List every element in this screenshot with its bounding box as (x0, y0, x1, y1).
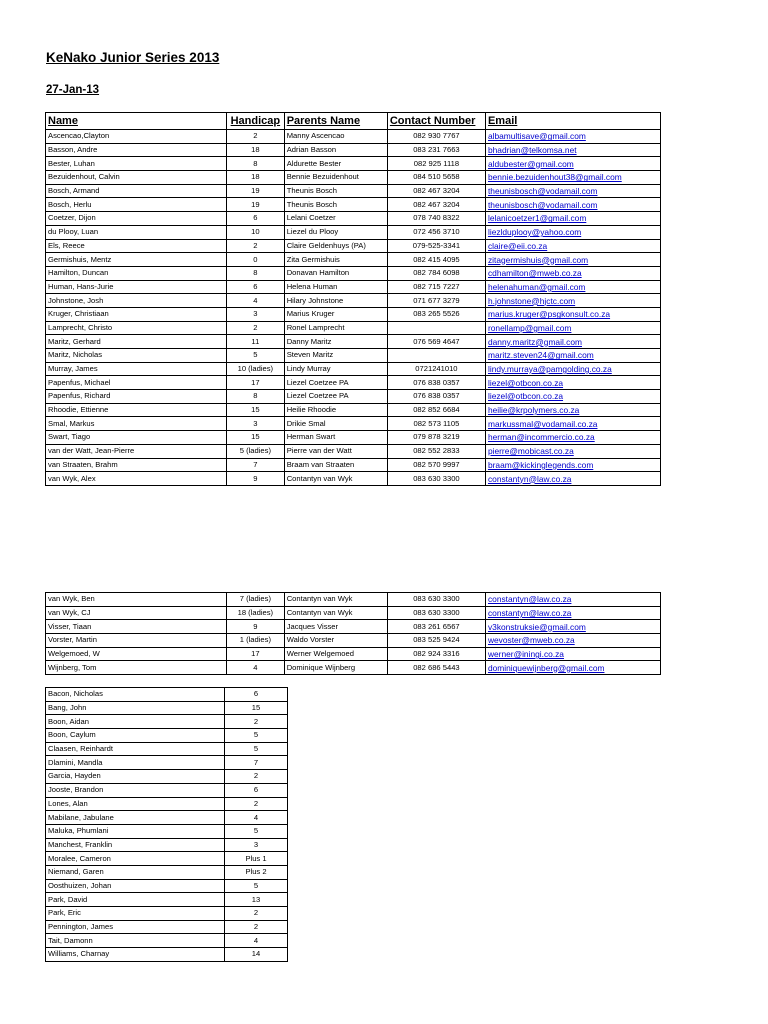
contact-number-cell (387, 349, 485, 363)
contact-number-cell: 084 510 5658 (387, 171, 485, 185)
handicap-cell: 10 (ladies) (227, 362, 285, 376)
table-row (46, 157, 661, 171)
players-table-continued (45, 592, 661, 675)
player-name-cell: Maritz, Nicholas (46, 349, 227, 363)
table-row (46, 620, 661, 634)
handicap-cell: 2 (225, 715, 288, 729)
handicap-cell: 5 (227, 349, 285, 363)
table-row (46, 701, 288, 715)
handicap-cell: 14 (225, 948, 288, 962)
email-link[interactable]: werner@iningi.co.za (485, 647, 660, 661)
header-email: Email (485, 113, 660, 130)
table-row (46, 294, 661, 308)
handicap-cell: 2 (227, 239, 285, 253)
player-name-cell: Williams, Charnay (46, 948, 225, 962)
handicap-cell: 5 (225, 824, 288, 838)
handicap-cell: 8 (227, 390, 285, 404)
handicap-cell: 4 (227, 661, 285, 675)
parent-name-cell: Braam van Straaten (284, 458, 387, 472)
handicap-cell: 15 (227, 403, 285, 417)
handicap-cell: 9 (227, 472, 285, 486)
parent-name-cell: Theunis Bosch (284, 198, 387, 212)
parent-name-cell: Theunis Bosch (284, 184, 387, 198)
email-link[interactable]: wevoster@mweb.co.za (485, 634, 660, 648)
player-name-cell: Dlamini, Mandla (46, 756, 225, 770)
player-name-cell: Papenfus, Michael (46, 376, 227, 390)
player-name-cell: van Straaten, Brahm (46, 458, 227, 472)
table-row (46, 444, 661, 458)
email-link[interactable]: v3konstruksie@gmail.com (485, 620, 660, 634)
email-link[interactable]: lindy.murraya@pamgolding.co.za (485, 362, 660, 376)
player-name-cell: Bezuidenhout, Calvin (46, 171, 227, 185)
handicap-cell: 7 (225, 756, 288, 770)
table-row (46, 390, 661, 404)
email-link[interactable]: constantyn@law.co.za (485, 472, 660, 486)
player-name-cell: Garcia, Hayden (46, 770, 225, 784)
table-row (46, 811, 288, 825)
table-row (46, 770, 288, 784)
table-row (46, 130, 661, 144)
player-name-cell: Ascencao,Clayton (46, 130, 227, 144)
table-row (46, 184, 661, 198)
player-name-cell: Tait, Damonn (46, 934, 225, 948)
contact-number-cell: 082 552 2833 (387, 444, 485, 458)
table-row (46, 606, 661, 620)
handicap-cell: 3 (227, 417, 285, 431)
handicap-cell: 15 (227, 431, 285, 445)
handicap-cell: 2 (227, 130, 285, 144)
table-row (46, 948, 288, 962)
email-link[interactable]: theunisbosch@vodamail.com (485, 184, 660, 198)
email-link[interactable]: constantyn@law.co.za (485, 593, 660, 607)
handicap-cell: 15 (225, 701, 288, 715)
parent-name-cell: Ronel Lamprecht (284, 321, 387, 335)
contact-number-cell: 082 852 6684 (387, 403, 485, 417)
parent-name-cell: Donavan Hamilton (284, 266, 387, 280)
handicap-cell: 3 (225, 838, 288, 852)
header-contact: Contact Number (387, 113, 485, 130)
email-link[interactable]: theunisbosch@vodamail.com (485, 198, 660, 212)
parent-name-cell: Heilie Rhoodie (284, 403, 387, 417)
player-name-cell: van Wyk, CJ (46, 606, 227, 620)
contact-number-cell: 083 261 6567 (387, 620, 485, 634)
table-row (46, 893, 288, 907)
handicap-cell: 2 (227, 321, 285, 335)
handicap-cell: 17 (227, 647, 285, 661)
parent-name-cell: Contantyn van Wyk (284, 472, 387, 486)
handicap-cell: Plus 2 (225, 865, 288, 879)
handicap-cell: 7 (ladies) (227, 593, 285, 607)
contact-number-cell: 083 525 9424 (387, 634, 485, 648)
handicap-cell: 6 (225, 688, 288, 702)
parent-name-cell: Claire Geldenhuys (PA) (284, 239, 387, 253)
player-name-cell: Lamprecht, Christo (46, 321, 227, 335)
player-name-cell: Rhoodie, Ettienne (46, 403, 227, 417)
player-name-cell: Papenfus, Richard (46, 390, 227, 404)
player-name-cell: Wijnberg, Tom (46, 661, 227, 675)
parent-name-cell: Drikie Smal (284, 417, 387, 431)
email-link[interactable]: cdhamilton@mweb.co.za (485, 266, 660, 280)
header-name: Name (46, 113, 227, 130)
player-name-cell: Visser, Tiaan (46, 620, 227, 634)
player-name-cell: Bang, John (46, 701, 225, 715)
email-link[interactable]: dominiquewijnberg@gmail.com (485, 661, 660, 675)
contact-number-cell: 071 677 3279 (387, 294, 485, 308)
email-link[interactable]: lelanicoetzer1@gmail.com (485, 212, 660, 226)
table-row (46, 797, 288, 811)
handicap-cell: 4 (225, 934, 288, 948)
contact-number-cell: 082 570 9997 (387, 458, 485, 472)
table-row (46, 756, 288, 770)
player-name-cell: Boon, Caylum (46, 729, 225, 743)
player-name-cell: van der Watt, Jean-Pierre (46, 444, 227, 458)
contact-number-cell: 0721241010 (387, 362, 485, 376)
parent-name-cell: Contantyn van Wyk (284, 593, 387, 607)
handicap-cell: 2 (225, 770, 288, 784)
contact-number-cell: 082 415 4095 (387, 253, 485, 267)
player-name-cell: Murray, James (46, 362, 227, 376)
player-name-cell: Germishuis, Mentz (46, 253, 227, 267)
email-link[interactable]: bennie.bezuidenhout38@gmail.com (485, 171, 660, 185)
table-row (46, 472, 661, 486)
player-name-cell: Els, Reece (46, 239, 227, 253)
parent-name-cell: Contantyn van Wyk (284, 606, 387, 620)
handicap-cell: 18 (227, 171, 285, 185)
handicap-cell: 7 (227, 458, 285, 472)
table-row (46, 634, 661, 648)
table-row (46, 852, 288, 866)
player-name-cell: Bacon, Nicholas (46, 688, 225, 702)
email-link[interactable]: constantyn@law.co.za (485, 606, 660, 620)
table-row (46, 376, 661, 390)
player-name-cell: Maritz, Gerhard (46, 335, 227, 349)
email-link[interactable]: h.johnstone@hjctc.com (485, 294, 660, 308)
handicap-cell: 6 (225, 783, 288, 797)
contact-number-cell: 078 740 8322 (387, 212, 485, 226)
header-handicap: Handicap (227, 113, 285, 130)
email-link[interactable]: albamultisave@gmail.com (485, 130, 660, 144)
handicap-cell: 11 (227, 335, 285, 349)
player-name-cell: Boon, Aidan (46, 715, 225, 729)
player-name-cell: Oosthuizen, Johan (46, 879, 225, 893)
table-row (46, 715, 288, 729)
contact-number-cell: 082 925 1118 (387, 157, 485, 171)
table-row (46, 934, 288, 948)
table-row (46, 171, 661, 185)
table-row (46, 593, 661, 607)
player-name-cell: Bester, Luhan (46, 157, 227, 171)
player-name-cell: Johnstone, Josh (46, 294, 227, 308)
email-link[interactable]: aldubester@gmail.com (485, 157, 660, 171)
table-row (46, 198, 661, 212)
contact-number-cell: 076 838 0357 (387, 390, 485, 404)
parent-name-cell: Marius Kruger (284, 307, 387, 321)
parent-name-cell: Adrian Basson (284, 143, 387, 157)
email-link[interactable]: liezel@otbcon.co.za (485, 390, 660, 404)
table-row (46, 212, 661, 226)
handicap-cell: 6 (227, 212, 285, 226)
player-name-cell: Welgemoed, W (46, 647, 227, 661)
handicap-cell: 3 (227, 307, 285, 321)
player-name-cell: Kruger, Christiaan (46, 307, 227, 321)
parent-name-cell: Lindy Murray (284, 362, 387, 376)
player-name-cell: du Plooy, Luan (46, 225, 227, 239)
parent-name-cell: Liezel Coetzee PA (284, 390, 387, 404)
parent-name-cell: Werner Welgemoed (284, 647, 387, 661)
contact-number-cell: 082 467 3204 (387, 198, 485, 212)
table-row (46, 280, 661, 294)
parent-name-cell: Liezel du Plooy (284, 225, 387, 239)
table-row (46, 321, 661, 335)
parent-name-cell: Lelani Coetzer (284, 212, 387, 226)
handicap-cell: 10 (227, 225, 285, 239)
handicap-cell: 13 (225, 893, 288, 907)
email-link[interactable]: claire@eii.co.za (485, 239, 660, 253)
parent-name-cell: Waldo Vorster (284, 634, 387, 648)
player-name-cell: van Wyk, Ben (46, 593, 227, 607)
table-row (46, 879, 288, 893)
email-link[interactable]: braam@kickinglegends.com (485, 458, 660, 472)
contact-number-cell: 082 686 5443 (387, 661, 485, 675)
email-link[interactable]: markussmal@vodamail.co.za (485, 417, 660, 431)
handicap-cell: 9 (227, 620, 285, 634)
contact-number-cell: 083 630 3300 (387, 472, 485, 486)
contact-number-cell: 072 456 3710 (387, 225, 485, 239)
email-link[interactable]: danny.maritz@gmail.com (485, 335, 660, 349)
contact-number-cell: 082 784 6098 (387, 266, 485, 280)
handicap-cell: Plus 1 (225, 852, 288, 866)
handicap-cell: 4 (225, 811, 288, 825)
table-row (46, 907, 288, 921)
table-row (46, 335, 661, 349)
table-row (46, 307, 661, 321)
parent-name-cell: Danny Maritz (284, 335, 387, 349)
document-date: 27-Jan-13 (46, 84, 100, 96)
contact-number-cell: 082 924 3316 (387, 647, 485, 661)
email-link[interactable]: liezel@otbcon.co.za (485, 376, 660, 390)
handicap-cell: 2 (225, 907, 288, 921)
table-row (46, 417, 661, 431)
handicap-cell: 8 (227, 157, 285, 171)
player-name-cell: Park, David (46, 893, 225, 907)
player-name-cell: Lones, Alan (46, 797, 225, 811)
contact-number-cell: 082 467 3204 (387, 184, 485, 198)
email-link[interactable]: ronellamp@gmail.com (485, 321, 660, 335)
contact-number-cell: 083 630 3300 (387, 593, 485, 607)
handicap-cell: 1 (ladies) (227, 634, 285, 648)
table-row (46, 838, 288, 852)
contact-number-cell (387, 321, 485, 335)
player-name-cell: Swart, Tiago (46, 431, 227, 445)
handicap-cell: 18 (ladies) (227, 606, 285, 620)
contact-number-cell: 076 838 0357 (387, 376, 485, 390)
table-row (46, 431, 661, 445)
contact-number-cell: 083 231 7663 (387, 143, 485, 157)
table-row (46, 362, 661, 376)
player-name-cell: Bosch, Armand (46, 184, 227, 198)
handicap-cell: 8 (227, 266, 285, 280)
handicap-cell: 5 (225, 742, 288, 756)
table-row (46, 458, 661, 472)
table-row (46, 824, 288, 838)
table-row (46, 253, 661, 267)
email-link[interactable]: herman@incommercio.co.za (485, 431, 660, 445)
table-row (46, 349, 661, 363)
email-link[interactable]: helenahuman@gmail.com (485, 280, 660, 294)
parent-name-cell: Helena Human (284, 280, 387, 294)
handicap-cell: 19 (227, 198, 285, 212)
table-row (46, 920, 288, 934)
parent-name-cell: Steven Maritz (284, 349, 387, 363)
table-row (46, 688, 288, 702)
contact-number-cell: 083 630 3300 (387, 606, 485, 620)
email-link[interactable]: bhadrian@telkomsa.net (485, 143, 660, 157)
header-parents: Parents Name (284, 113, 387, 130)
handicap-cell: 4 (227, 294, 285, 308)
contact-number-cell: 082 930 7767 (387, 130, 485, 144)
contact-number-cell: 076 569 4647 (387, 335, 485, 349)
parent-name-cell: Herman Swart (284, 431, 387, 445)
table-row (46, 865, 288, 879)
handicap-cell: 5 (ladies) (227, 444, 285, 458)
email-link[interactable]: maritz.steven24@gmail.com (485, 349, 660, 363)
table-row (46, 266, 661, 280)
table-row (46, 661, 661, 675)
table-row (46, 225, 661, 239)
table-row (46, 729, 288, 743)
table-row (46, 403, 661, 417)
player-name-cell: Park, Eric (46, 907, 225, 921)
parent-name-cell: Bennie Bezuidenhout (284, 171, 387, 185)
table-row (46, 647, 661, 661)
player-name-cell: Vorster, Martin (46, 634, 227, 648)
player-name-cell: Niemand, Garen (46, 865, 225, 879)
parent-name-cell: Aldurette Bester (284, 157, 387, 171)
parent-name-cell: Manny Ascencao (284, 130, 387, 144)
table-row (46, 783, 288, 797)
player-name-cell: Pennington, James (46, 920, 225, 934)
contact-number-cell: 082 573 1105 (387, 417, 485, 431)
player-name-cell: Bosch, Herlu (46, 198, 227, 212)
player-name-cell: Jooste, Brandon (46, 783, 225, 797)
email-link[interactable]: marius.kruger@psgkonsult.co.za (485, 307, 660, 321)
player-name-cell: van Wyk, Alex (46, 472, 227, 486)
parent-name-cell: Jacques Visser (284, 620, 387, 634)
header-row (46, 113, 661, 130)
parent-name-cell: Hilary Johnstone (284, 294, 387, 308)
handicap-cell: 0 (227, 253, 285, 267)
email-link[interactable]: pierre@mobicast.co.za (485, 444, 660, 458)
table-row (46, 143, 661, 157)
players-table (45, 112, 661, 486)
player-name-cell: Maluka, Phumlani (46, 824, 225, 838)
parent-name-cell: Dominique Wijnberg (284, 661, 387, 675)
handicap-cell: 5 (225, 879, 288, 893)
handicap-cell: 2 (225, 920, 288, 934)
email-link[interactable]: zitagermishuis@gmail.com (485, 253, 660, 267)
player-name-cell: Human, Hans-Jurie (46, 280, 227, 294)
contact-number-cell: 079-525-3341 (387, 239, 485, 253)
player-name-cell: Smal, Markus (46, 417, 227, 431)
parent-name-cell: Liezel Coetzee PA (284, 376, 387, 390)
handicap-cell: 19 (227, 184, 285, 198)
table-row (46, 742, 288, 756)
player-name-cell: Hamilton, Duncan (46, 266, 227, 280)
additional-players-table (45, 687, 288, 962)
handicap-cell: 5 (225, 729, 288, 743)
contact-number-cell: 082 715 7227 (387, 280, 485, 294)
email-link[interactable]: liezlduplooy@yahoo.com (485, 225, 660, 239)
contact-number-cell: 083 265 5526 (387, 307, 485, 321)
parent-name-cell: Pierre van der Watt (284, 444, 387, 458)
handicap-cell: 18 (227, 143, 285, 157)
handicap-cell: 17 (227, 376, 285, 390)
player-name-cell: Mabilane, Jabulane (46, 811, 225, 825)
email-link[interactable]: heilie@krpolymers.co.za (485, 403, 660, 417)
table-row (46, 239, 661, 253)
contact-number-cell: 079 878 3219 (387, 431, 485, 445)
parent-name-cell: Zita Germishuis (284, 253, 387, 267)
player-name-cell: Coetzer, Dijon (46, 212, 227, 226)
player-name-cell: Basson, Andre (46, 143, 227, 157)
player-name-cell: Moralee, Cameron (46, 852, 225, 866)
handicap-cell: 2 (225, 797, 288, 811)
handicap-cell: 6 (227, 280, 285, 294)
player-name-cell: Claasen, Reinhardt (46, 742, 225, 756)
player-name-cell: Manchest, Franklin (46, 838, 225, 852)
document-title: KeNako Junior Series 2013 (46, 50, 220, 65)
